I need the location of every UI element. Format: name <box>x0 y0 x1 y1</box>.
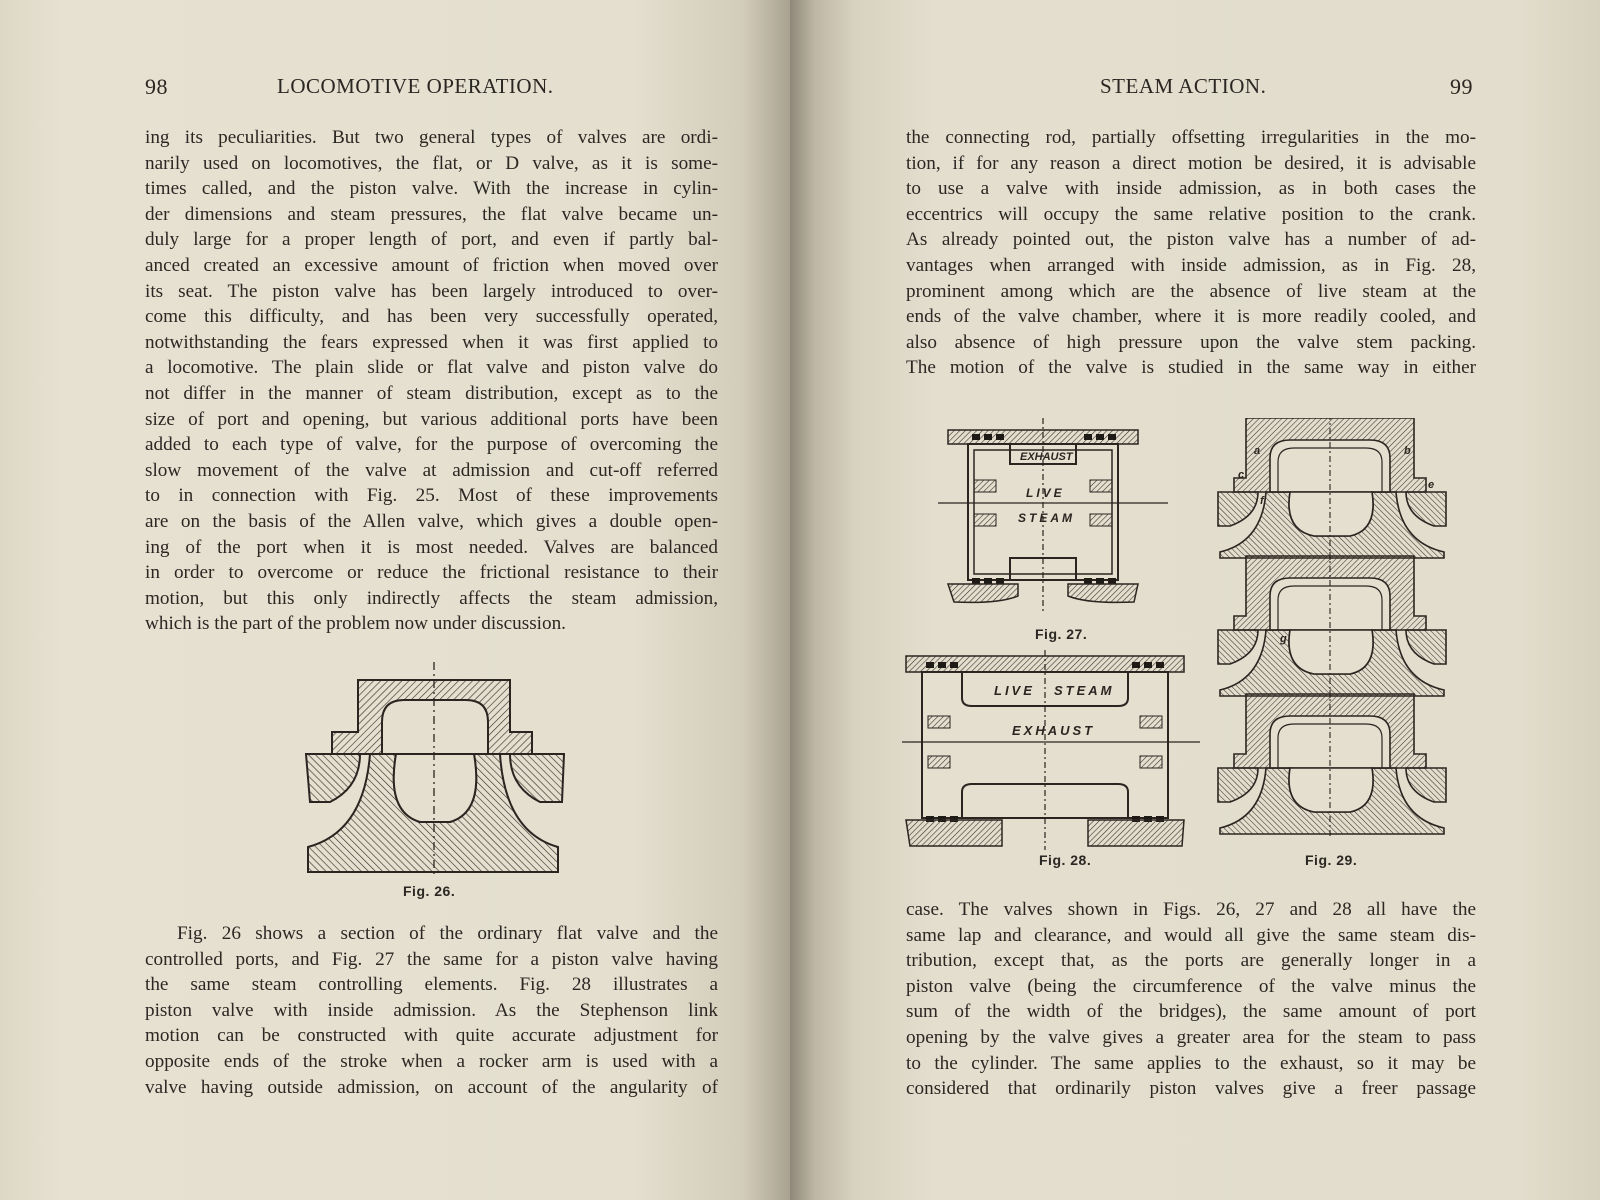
fig-28-label-live: LIVE <box>994 683 1035 698</box>
text-line: considered that ordinarily piston valves give a freer passage <box>906 1078 1476 1100</box>
text-line: to the cylinder. The same applies to the exhaust, so it may be <box>906 1052 1476 1074</box>
text-line: valve having outside admission, on account of the angularity of <box>145 1076 718 1098</box>
text-line: slow movement of the valve at admission and cut-off referred <box>145 459 718 481</box>
text-line: ends of the valve chamber, where it is more readily cooled, and <box>906 306 1476 328</box>
text-line: der dimensions and steam pressures, the flat valve became un- <box>145 203 718 225</box>
text-line: opening by the valve gives a greater area for the steam to pass <box>906 1026 1476 1048</box>
fig-27-label-exhaust: EXHAUST <box>1020 451 1073 463</box>
running-head-left: LOCOMOTIVE OPERATION. <box>277 74 554 98</box>
text-line: ing its peculiarities. But two general types of valves are ordi- <box>145 127 718 148</box>
right-page <box>790 0 1600 1200</box>
fig-27-diagram <box>938 418 1170 614</box>
left-page <box>0 0 790 1200</box>
right-paragraph-1 <box>906 125 1476 381</box>
text-line: the same steam controlling elements. Fig. 28 illustrates a <box>145 974 718 996</box>
text-line: case. The valves shown in Figs. 26, 27 and 28 all have the <box>906 899 1476 920</box>
fig-28-label-exhaust: EXHAUST <box>1012 723 1096 738</box>
text-line: the connecting rod, partially offsetting irregularities in the mo- <box>906 127 1476 148</box>
fig-29-letter-c: c <box>1238 469 1245 481</box>
text-line: narily used on locomotives, the flat, or D valve, as it is some- <box>145 152 718 174</box>
text-line: prominent among which are the absence of live steam at the <box>906 280 1476 302</box>
fig-26-diagram <box>300 662 570 880</box>
fig-27-label-live: LIVE <box>1026 486 1065 500</box>
text-line: tribution, except that, as the ports are generally longer in a <box>906 950 1476 972</box>
text-line: not differ in the manner of steam distribution, except as to the <box>145 382 718 404</box>
text-line: size of port and opening, but various additional ports have been <box>145 408 718 430</box>
page-number-right: 99 <box>1450 74 1473 99</box>
fig-29-letter-e: e <box>1428 479 1435 491</box>
text-line: sum of the width of the bridges), the same amount of port <box>906 1001 1476 1023</box>
text-line: its seat. The piston valve has been largely introduced to over- <box>145 280 718 302</box>
page-number-left: 98 <box>145 74 168 99</box>
text-line: eccentrics will occupy the same relative position to the crank. <box>906 203 1476 225</box>
text-line: times called, and the piston valve. With the increase in cylin- <box>145 178 718 200</box>
text-line: Fig. 26 shows a section of the ordinary flat valve and the <box>177 923 718 944</box>
text-line: motion can be constructed with quite accurate adjustment for <box>145 1025 718 1047</box>
text-line: notwithstanding the fears expressed when it was first applied to <box>145 331 718 353</box>
text-line: added to each type of valve, for the purpose of overcoming the <box>145 434 718 456</box>
text-line: to in connection with Fig. 25. Most of these improvements <box>145 485 718 507</box>
text-line: are on the basis of the Allen valve, which gives a double open- <box>145 510 718 532</box>
text-line: As already pointed out, the piston valve has a number of ad- <box>906 229 1476 251</box>
fig-28-diagram <box>902 650 1202 850</box>
fig-27-caption: Fig. 27. <box>1035 626 1088 642</box>
fig-28-label-steam: STEAM <box>1054 683 1115 698</box>
fig-29-letter-f: f <box>1260 495 1264 507</box>
fig-29-letter-a: a <box>1254 445 1261 457</box>
text-line: come this difficulty, and has been very successfully operated, <box>145 306 718 328</box>
text-line: also absence of high pressure upon the valve stem packing. <box>906 331 1476 353</box>
text-line: opposite ends of the stroke when a rocker arm is used with a <box>145 1050 718 1072</box>
text-line: piston valve (being the circumference of the valve minus the <box>906 975 1476 997</box>
right-paragraph-2 <box>906 897 1476 1102</box>
fig-29-diagram <box>1214 418 1454 848</box>
text-line: same lap and clearance, and would all give the same steam dis- <box>906 924 1476 946</box>
fig-26-caption: Fig. 26. <box>403 883 456 899</box>
text-line: in order to overcome or reduce the frictional resistance to their <box>145 562 718 584</box>
fig-29-caption: Fig. 29. <box>1305 852 1358 868</box>
text-line: ing of the port when it is most needed. Valves are balanced <box>145 536 718 558</box>
text-line: controlled ports, and Fig. 27 the same for a piston valve having <box>145 948 718 970</box>
text-line: vantages when arranged with inside admission, as in Fig. 28, <box>906 254 1476 276</box>
running-head-right: STEAM ACTION. <box>1100 74 1267 98</box>
fig-28-caption: Fig. 28. <box>1039 852 1092 868</box>
text-line: which is the part of the problem now under discussion. <box>145 613 566 635</box>
text-line: motion, but this only indirectly affects the steam admission, <box>145 587 718 609</box>
text-line: piston valve with inside admission. As the Stephenson link <box>145 999 718 1021</box>
text-line: The motion of the valve is studied in the same way in either <box>906 357 1476 379</box>
text-line: anced created an excessive amount of friction when moved over <box>145 254 718 276</box>
fig-27-label-steam: STEAM <box>1018 511 1075 525</box>
text-line: to use a valve with inside admission, as in both cases the <box>906 178 1476 200</box>
left-paragraph-1 <box>145 125 718 637</box>
text-line: duly large for a proper length of port, and even if partly bal- <box>145 229 718 251</box>
text-line: tion, if for any reason a direct motion be desired, it is advisable <box>906 152 1476 174</box>
fig-29-letter-g: g <box>1280 633 1287 645</box>
fig-29-letter-b: b <box>1404 445 1411 457</box>
text-line: a locomotive. The plain slide or flat valve and piston valve do <box>145 357 718 379</box>
left-paragraph-2 <box>145 921 718 1100</box>
